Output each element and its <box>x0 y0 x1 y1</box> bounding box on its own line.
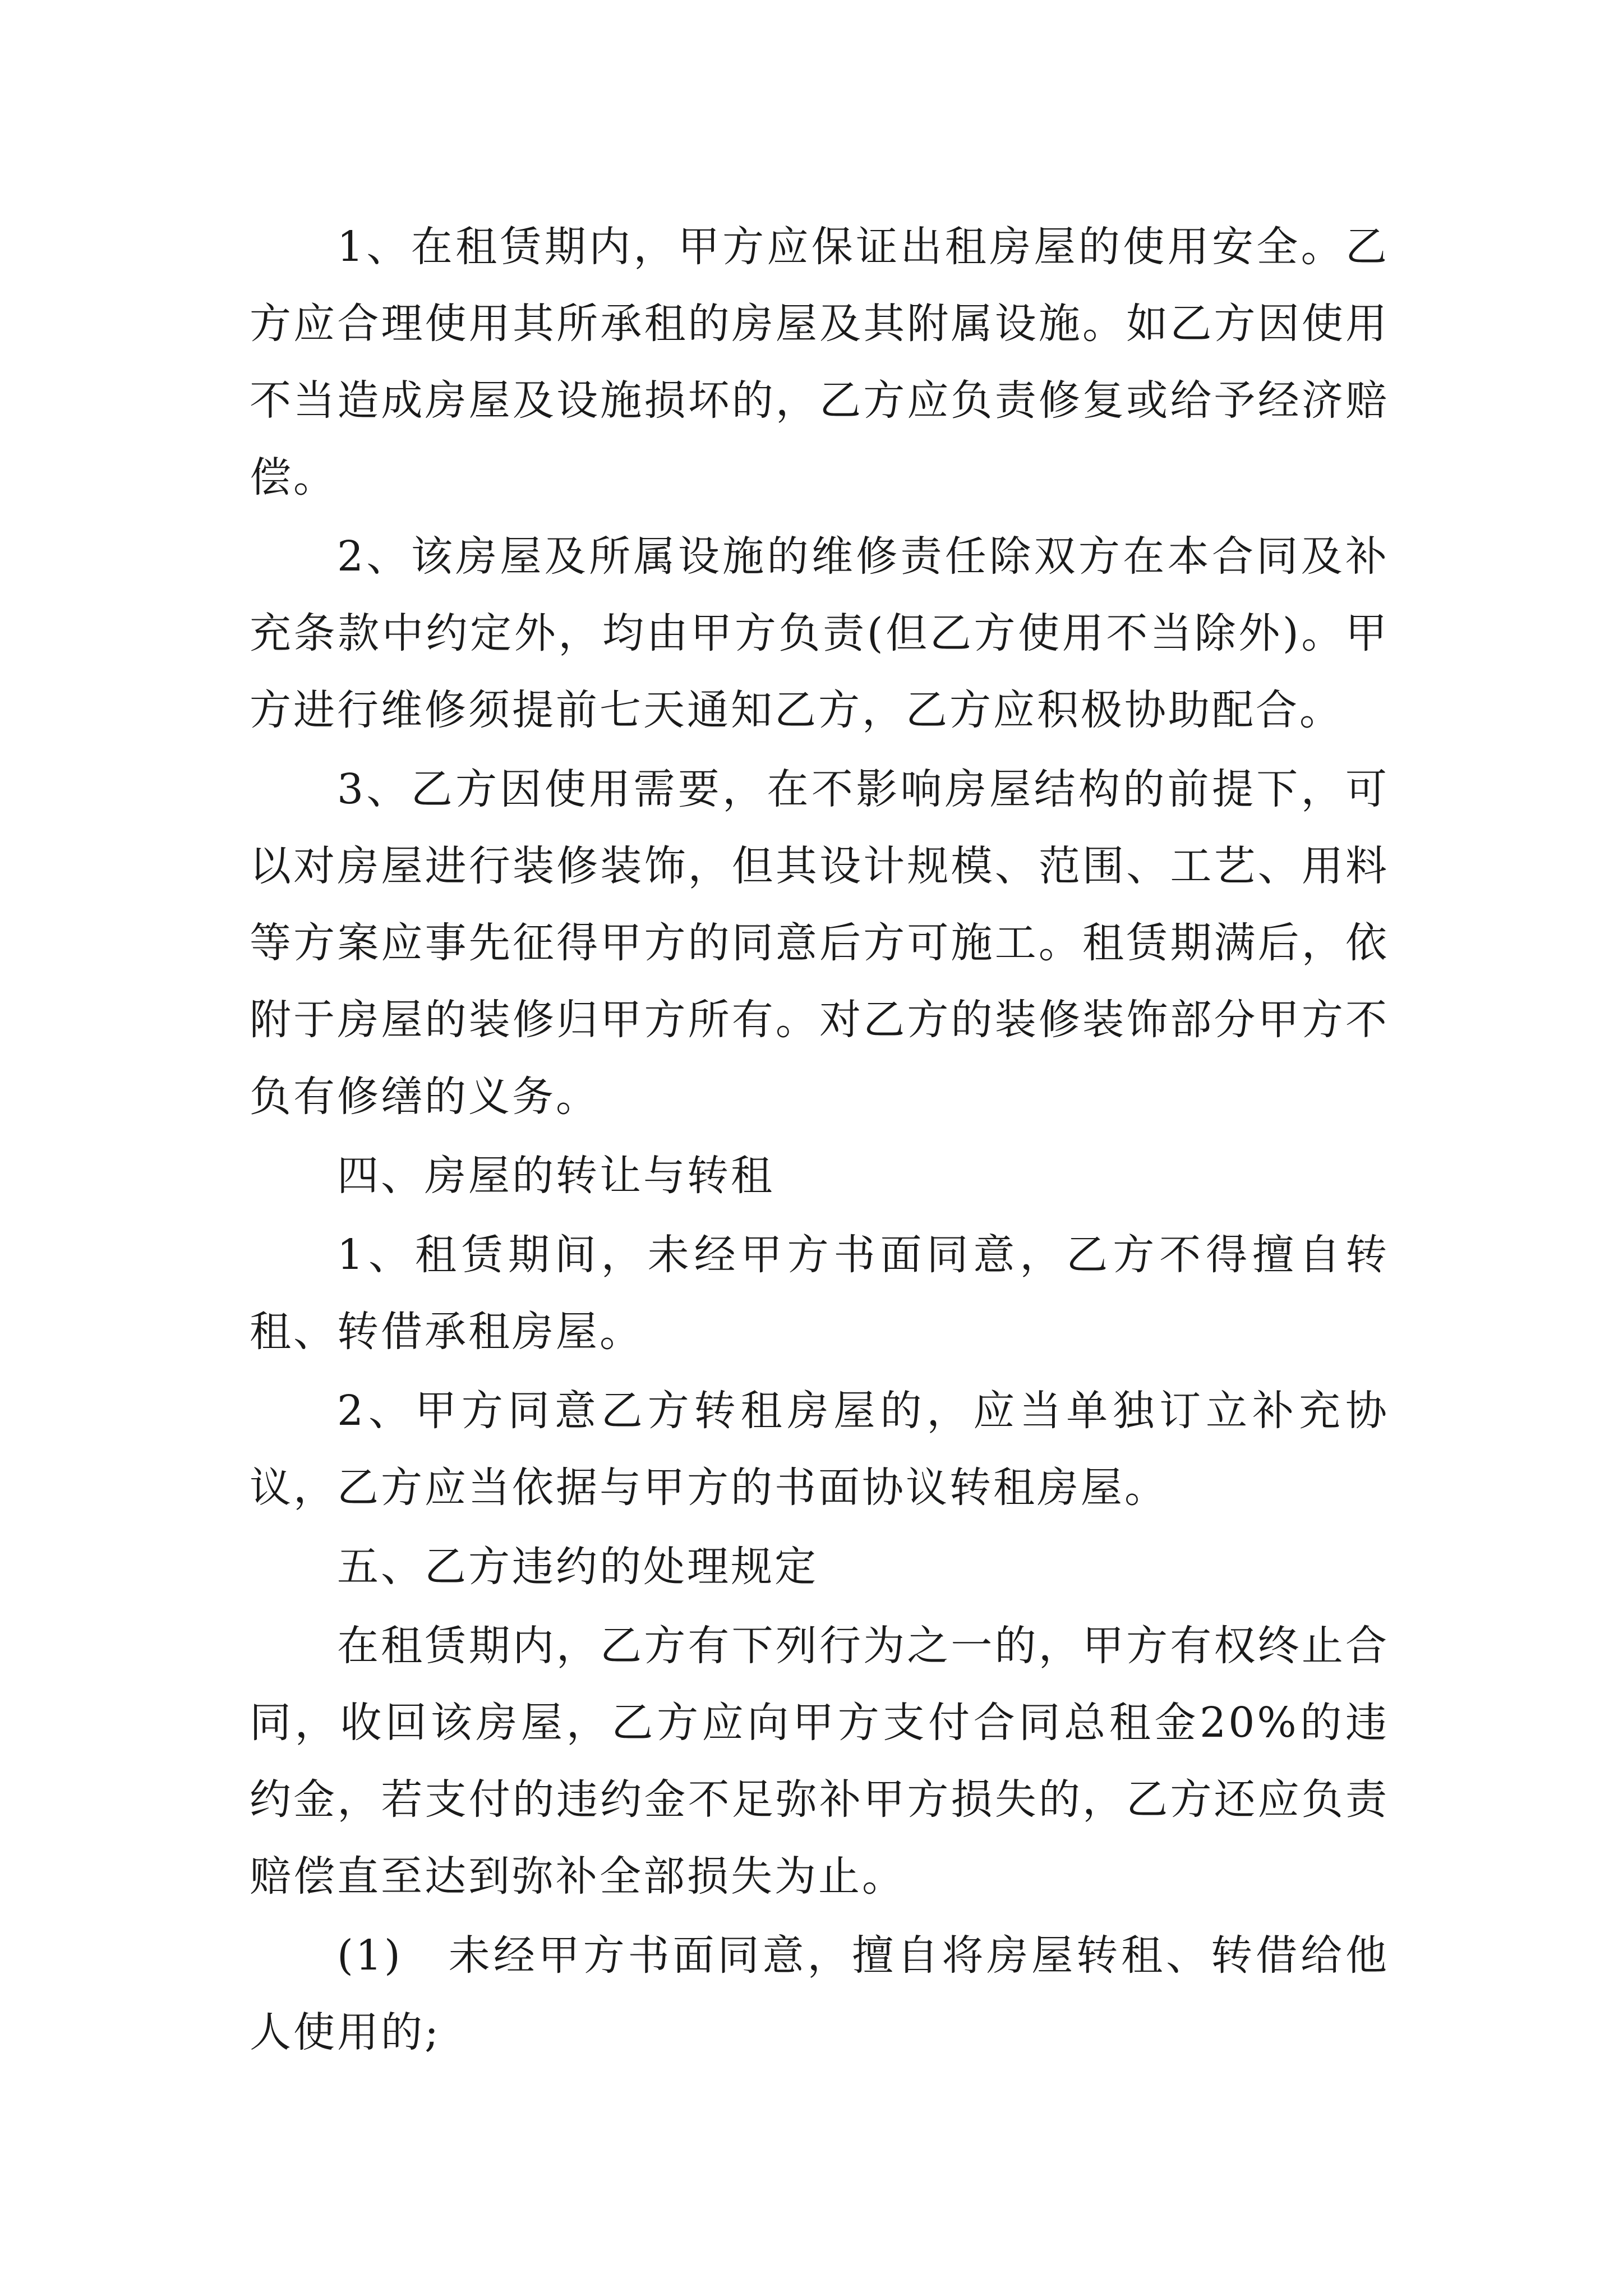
section-heading-transfer: 四、房屋的转让与转租 <box>337 1152 774 1200</box>
paragraph-breach-item-1: (1) 未经甲方书面同意，擅自将房屋转租、转借给他人使用的; <box>250 1931 1389 2056</box>
paragraph-breach-intro: 在租赁期内，乙方有下列行为之一的，甲方有权终止合同，收回该房屋，乙方应向甲方支付合同总租金20%的违约金，若支付的违约金不足弥补甲方损失的，乙方还应负责赔偿直至达到弥补全部损失为止。 <box>250 1622 1389 1901</box>
paragraph-clause-2: 2、该房屋及所属设施的维修责任除双方在本合同及补充条款中约定外，均由甲方负责(但乙方使用不当除外)。甲方进行维修须提前七天通知乙方，乙方应积极协助配合。 <box>250 532 1389 734</box>
paragraph-transfer-2: 2、甲方同意乙方转租房屋的，应当单独订立补充协议，乙方应当依据与甲方的书面协议转租房屋。 <box>250 1387 1389 1512</box>
section-heading-breach: 五、乙方违约的处理规定 <box>337 1543 818 1591</box>
paragraph-clause-3: 3、乙方因使用需要，在不影响房屋结构的前提下，可以对房屋进行装修装饰，但其设计规模、范围、工艺、用料等方案应事先征得甲方的同意后方可施工。租赁期满后，依附于房屋的装修归甲方所有。对乙方的装修装饰部分甲方不负有修缮的义务。 <box>250 765 1389 1121</box>
paragraph-transfer-1: 1、租赁期间，未经甲方书面同意，乙方不得擅自转租、转借承租房屋。 <box>250 1231 1389 1356</box>
paragraph-clause-1: 1、在租赁期内，甲方应保证出租房屋的使用安全。乙方应合理使用其所承租的房屋及其附属设施。如乙方因使用不当造成房屋及设施损坏的，乙方应负责修复或给予经济赔偿。 <box>250 223 1389 501</box>
document-body <box>250 209 1389 2071</box>
